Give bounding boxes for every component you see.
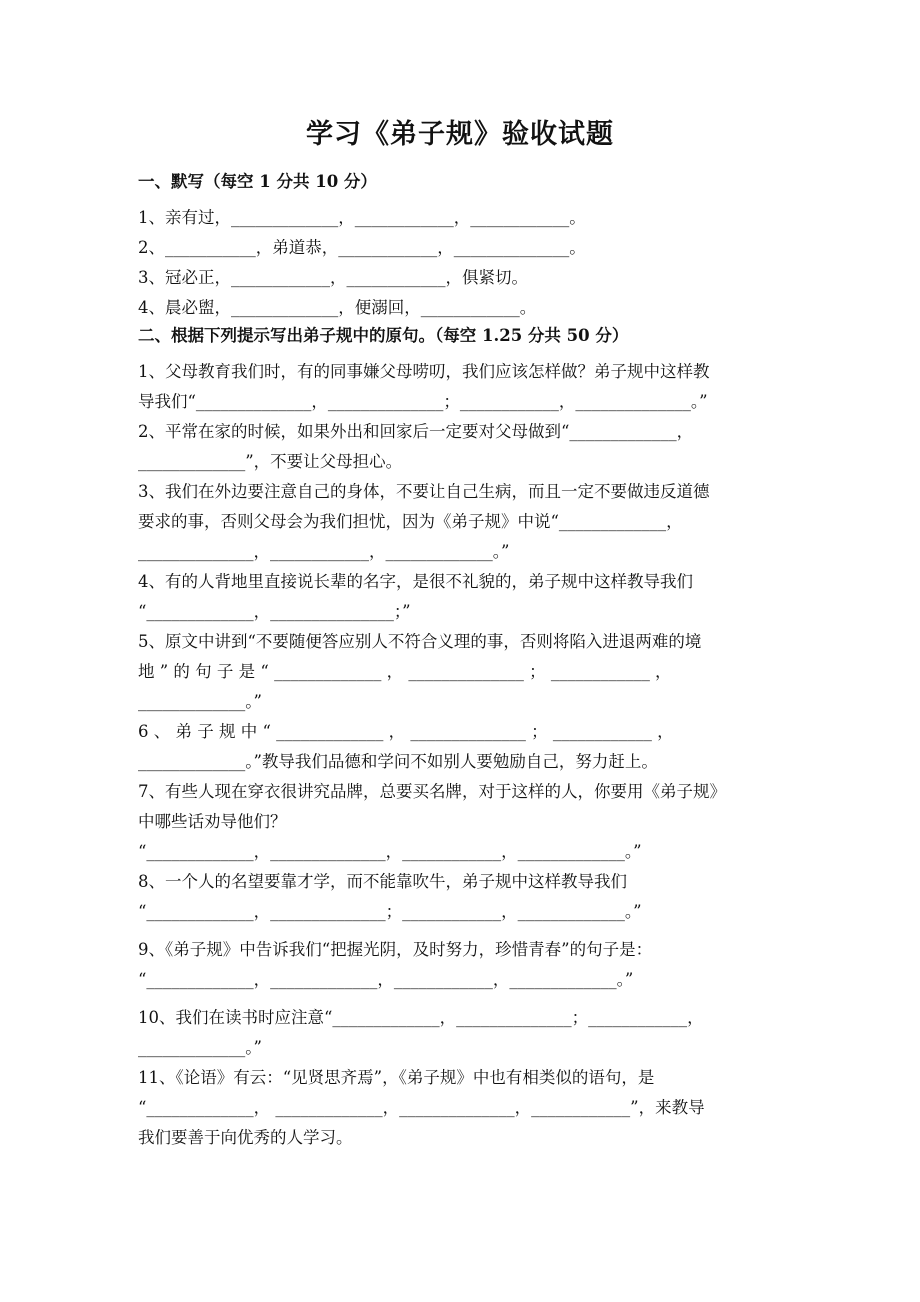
question-line: 8、一个人的名望要靠才学，而不能靠吹牛，弟子规中这样教导我们 xyxy=(138,872,627,891)
question-line: 地 ” 的 句 子 是 “ _____________ ， ______________ ； ____________ ， xyxy=(138,662,672,681)
question-line: 11、《论语》有云：“见贤思齐焉”，《弟子规》中也有相类似的语句，是 xyxy=(138,1068,655,1087)
exam-page xyxy=(138,112,782,1153)
question-line: 3、我们在外边要注意自己的身体，不要让自己生病，而且一定不要做违反道德 xyxy=(138,482,710,501)
dictation-item-4: 4、晨必盥，_____________，便溺回，____________。 xyxy=(138,298,537,317)
question-11 xyxy=(138,1063,782,1153)
question-3 xyxy=(138,477,782,567)
question-line: _____________。” xyxy=(138,692,262,711)
dictation-item-2: 2、___________，弟道恭，____________，______________。 xyxy=(138,238,586,257)
question-4 xyxy=(138,567,782,627)
question-line: 5、原文中讲到“不要随便答应别人不符合义理的事，否则将陷入进退两难的境 xyxy=(138,632,702,651)
question-line: “_____________，_____________，____________，_____________。” xyxy=(138,970,634,989)
question-line: 4、有的人背地里直接说长辈的名字，是很不礼貌的，弟子规中这样教导我们 xyxy=(138,572,693,591)
question-10 xyxy=(138,1003,782,1063)
question-line: _____________”，不要让父母担心。 xyxy=(138,452,403,471)
question-line: 要求的事，否则父母会为我们担忧，因为《弟子规》中说“_____________， xyxy=(138,512,683,531)
question-line: 中哪些话劝导他们？ xyxy=(138,812,287,831)
question-line: ______________，____________，_____________。” xyxy=(138,542,510,561)
question-line: “_____________，_______________；” xyxy=(138,602,411,621)
question-line: “_____________，______________，____________，_____________。” xyxy=(138,842,642,861)
question-line: 1、父母教育我们时，有的同事嫌父母唠叨，我们应该怎样做？弟子规中这样教 xyxy=(138,362,710,381)
question-line: 9、《弟子规》中告诉我们“把握光阴，及时努力，珍惜青春”的句子是： xyxy=(138,940,653,959)
section-heading-quotes: 二、根据下列提示写出弟子规中的原句。（每空 1.25 分共 50 分） xyxy=(138,326,629,345)
dictation-item-3: 3、冠必正，____________，____________，俱紧切。 xyxy=(138,268,528,287)
question-8 xyxy=(138,867,782,927)
question-line: “_____________，______________；____________，_____________。” xyxy=(138,902,642,921)
question-line: 7、有些人现在穿衣很讲究品牌，总要买名牌，对于这样的人，你要用《弟子规》 xyxy=(138,782,726,801)
question-7 xyxy=(138,777,782,867)
page-title: 学习《弟子规》验收试题 xyxy=(306,119,614,150)
question-line: _____________。” xyxy=(138,1038,262,1057)
question-5 xyxy=(138,627,782,717)
question-1 xyxy=(138,357,782,417)
question-line: _____________。”教导我们品德和学问不如别人要勉励自己，努力赶上。 xyxy=(138,752,658,771)
question-9 xyxy=(138,935,782,995)
question-2 xyxy=(138,417,782,477)
dictation-item-1: 1、亲有过，_____________，____________，____________。 xyxy=(138,208,586,227)
question-line: 10、我们在读书时应注意“_____________，______________；____________， xyxy=(138,1008,704,1027)
question-line: 我们要善于向优秀的人学习。 xyxy=(138,1128,353,1147)
section-heading-dictation: 一、默写（每空 1 分共 10 分） xyxy=(138,172,377,191)
question-line: 导我们“______________，______________；____________，______________。” xyxy=(138,392,708,411)
question-line: 6 、 弟 子 规 中 “ _____________ ， ______________ ； ____________ ， xyxy=(138,722,674,741)
question-line: 2、平常在家的时候，如果外出和回家后一定要对父母做到“_____________， xyxy=(138,422,694,441)
question-6 xyxy=(138,717,782,777)
question-line: “_____________， _____________，______________，____________”，来教导 xyxy=(138,1098,705,1117)
